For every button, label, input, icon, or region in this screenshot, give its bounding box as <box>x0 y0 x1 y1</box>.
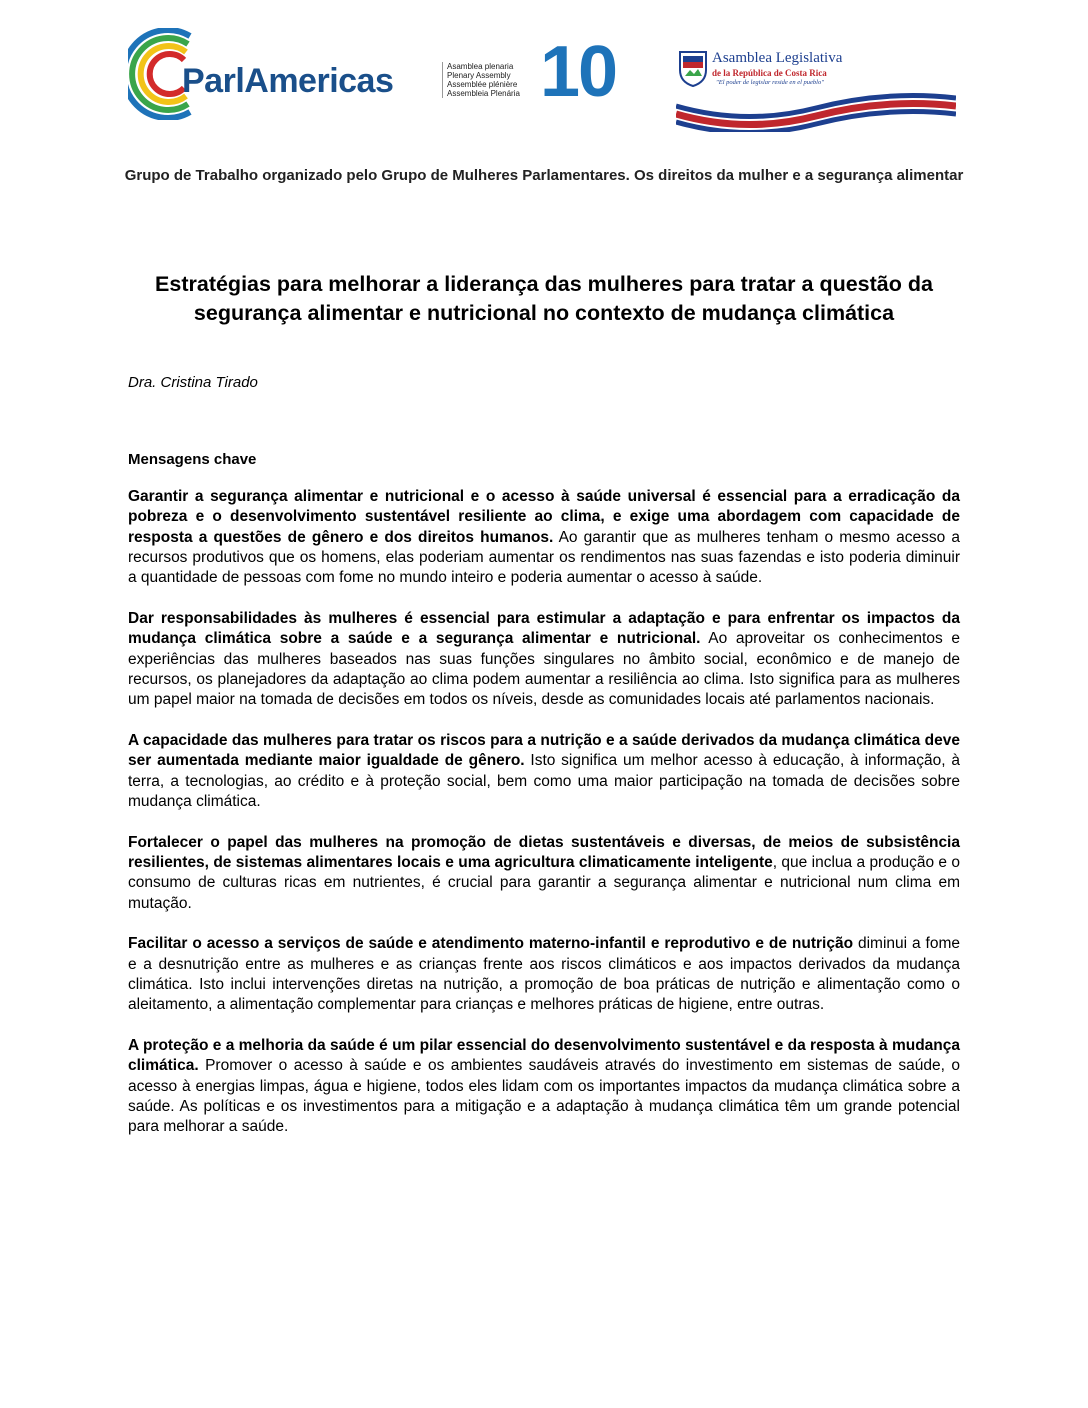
key-message-body: Ao garantir que as mulheres tenham o mesmo acesso a recursos produtivos que os homens, elas poderiam aumentar os rendimentos nas suas fazendas e isto poderia diminuir a quantidade de pessoas com fome no mundo inteiro e poderia aumentar o acesso à saúde. <box>128 528 960 587</box>
edition-number: 10 <box>540 32 617 112</box>
key-message-paragraph <box>128 487 960 588</box>
key-message-paragraph <box>128 1036 960 1137</box>
working-group-title: Grupo de Trabalho organizado pelo Grupo de Mulheres Parlamentares. Os direitos da mulher e a segurança alimentar <box>124 167 964 184</box>
key-message-lead: Dar responsabilidades às mulheres é essencial para estimular a adaptação e para enfrentar os impactos da mudança climática sobre a saúde e a segurança alimentar e nutricional. <box>128 609 960 648</box>
asamblea-legislativa-logo <box>676 42 956 130</box>
key-message-paragraph <box>128 609 960 710</box>
key-message-lead: Facilitar o acesso a serviços de saúde e atendimento materno-infantil e reprodutivo e de nutrição <box>128 935 854 953</box>
page-header <box>128 20 960 130</box>
costa-rica-seal-icon <box>676 48 710 88</box>
assembly-motto: "El poder de legislar reside en el pueblo" <box>716 79 824 86</box>
key-message-paragraph <box>128 934 960 1015</box>
section-heading: Mensagens chave <box>128 451 257 468</box>
plenary-assembly-label: Asamblea plenaria Plenary Assembly Assemblée plénière Assembleia Plenária <box>442 62 520 98</box>
parlamericas-wordmark: ParlAmericas <box>182 62 394 100</box>
key-message-lead: A capacidade das mulheres para tratar os riscos para a nutrição e a saúde derivados da mudança climática deve ser aumentada mediante maior igualdade de gênero. <box>128 731 960 770</box>
key-message-body: Isto significa um melhor acesso à educação, à informação, à terra, a tecnologias, ao crédito e à proteção social, bem como uma maior participação na tomada de decisões sobre mudança climática. <box>128 752 960 810</box>
key-message-lead: Garantir a segurança alimentar e nutricional e o acesso à saúde universal é essencial para a erradicação da pobreza e o desenvolvimento sustentável resiliente ao clima, e exige uma abordagem com capacidade de resposta a questões de gênero e dos direitos humanos. <box>128 488 960 546</box>
key-message-lead: A proteção e a melhoria da saúde é um pilar essencial do desenvolvimento sustentável e da resposta à mudança climática. <box>128 1037 960 1075</box>
flag-wave-icon <box>676 88 956 132</box>
assembly-subtitle: de la República de Costa Rica <box>712 68 827 78</box>
assembly-name: Asamblea Legislativa <box>712 50 843 66</box>
key-message-paragraph <box>128 833 960 914</box>
author: Dra. Cristina Tirado <box>128 374 258 391</box>
key-messages <box>128 487 960 1158</box>
parlamericas-logo <box>128 28 548 120</box>
page-title: Estratégias para melhorar a liderança das mulheres para tratar a questão da segurança alimentar e nutricional no contexto de mudança climática <box>155 272 933 325</box>
key-message-paragraph <box>128 731 960 812</box>
key-message-body: diminui a fome e a desnutrição entre as mulheres e as crianças frente aos riscos climáticos e aos impactos derivados da mudança climática. Isto inclui intervenções diretas na nutrição, a promoção de boa práticas de nutrição e alimentação como o aleitamento, a alimentação complementar para crianças e melhores práticas de higiene, entre outras. <box>128 935 960 1014</box>
key-message-body: Ao aproveitar os conhecimentos e experiências das mulheres baseados nas suas funções singulares no âmbito social, econômico e de manejo de recursos, os planejadores da adaptação ao clima podem aumentar a resiliência ao clima. Isto significa para as mulheres um papel maior na tomada de decisões em todos os níveis, desde as comunidades locais até parlamentos nacionais. <box>128 630 960 709</box>
key-message-body: Promover o acesso à saúde e os ambientes saudáveis através do investimento em sistemas de saúde, o acesso à energias limpas, água e higiene, todos eles lidam com os importantes impactos da mudança climática sobre a saúde. As políticas e os investimentos para a mitigação e a adaptação à mudança climática têm um grande potencial para melhorar a saúde. <box>128 1057 960 1136</box>
key-message-body: , que inclua a produção e o consumo de culturas ricas em nutrientes, é crucial para garantir a segurança alimentar e nutricional num clima em mutação. <box>128 853 961 912</box>
key-message-lead: Fortalecer o papel das mulheres na promoção de dietas sustentáveis e diversas, de meios de subsistência resilientes, de sistemas alimentares locais e uma agricultura climaticamente inteligente <box>128 833 960 871</box>
